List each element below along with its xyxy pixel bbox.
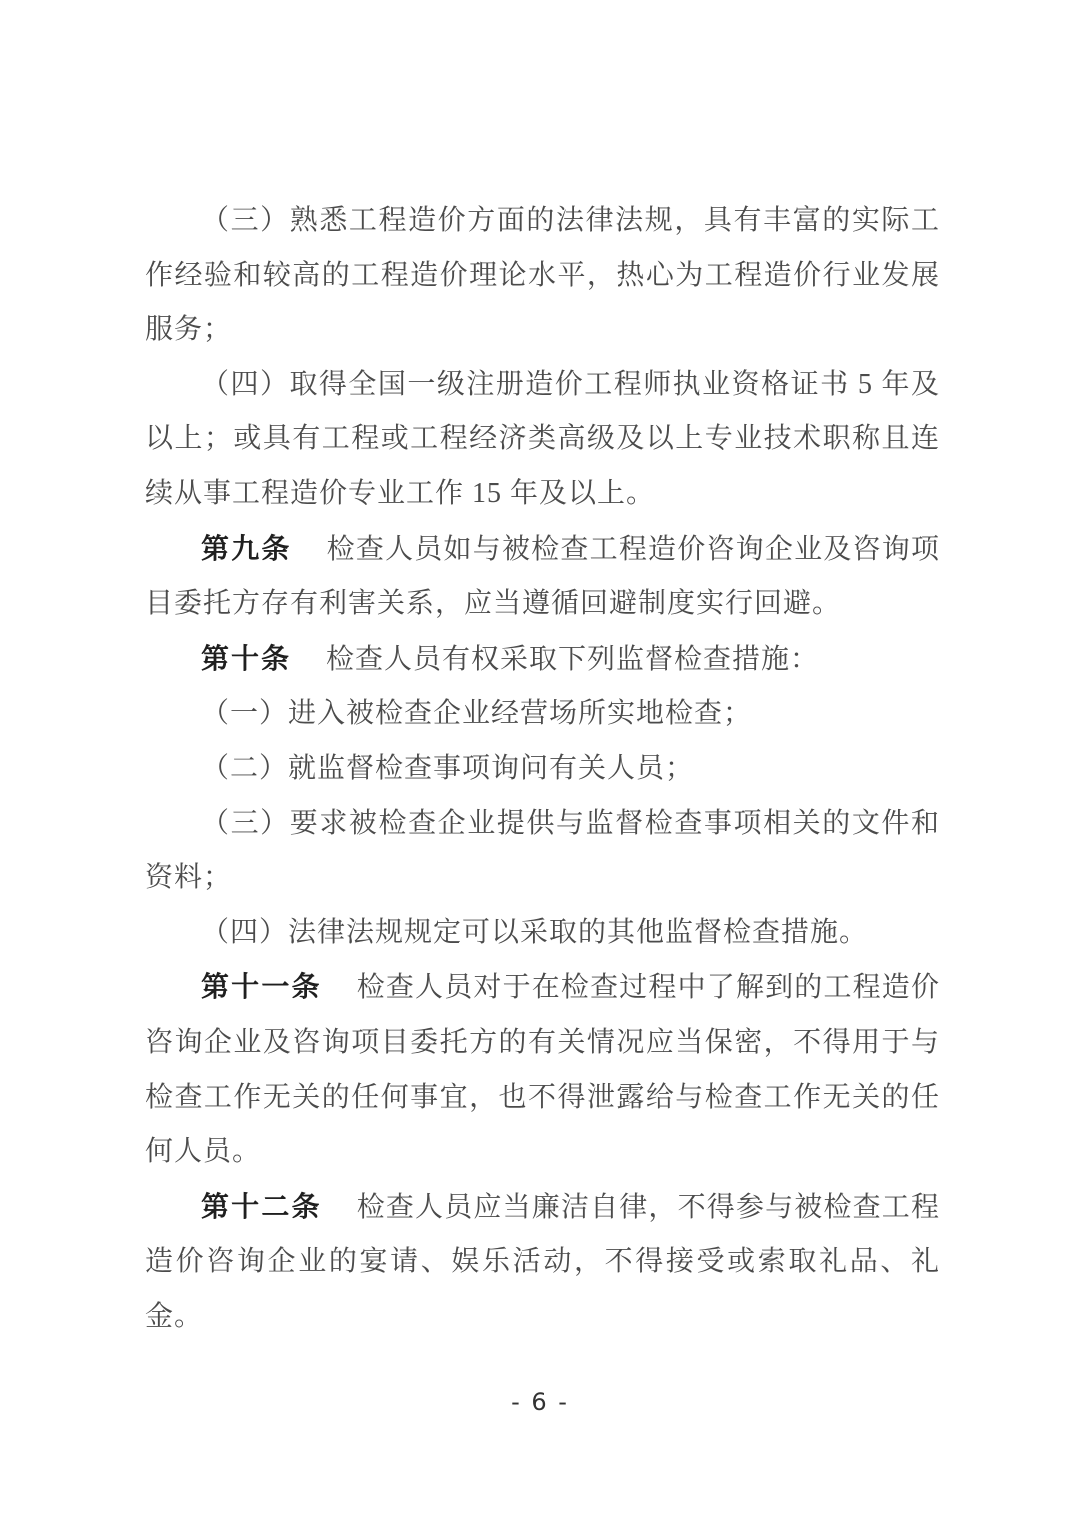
article-number: 第十二条 [201, 1190, 322, 1222]
list-item-paragraph [145, 906, 940, 961]
article-paragraph [145, 632, 940, 688]
paragraph-text: 检查人员对于在检查过程中了解到的工程造价咨询企业及咨询项目委托方的有关情况应当保密，不得用于与检查工作无关的任何事宜，也不得泄露给与检查工作无关的任何人员。 [145, 972, 940, 1168]
article-number: 第十条 [201, 642, 292, 674]
article-paragraph [145, 1180, 940, 1345]
paragraph-text: （四）取得全国一级注册造价工程师执业资格证书 5 年及以上；或具有工程或工程经济类高级及以上专业技术职称且连续从事工程造价专业工作 15 年及以上。 [145, 368, 940, 509]
page-number: - 6 - [511, 1388, 569, 1416]
article-number: 第十一条 [201, 971, 322, 1003]
article-number: 第九条 [201, 532, 292, 564]
article-paragraph [145, 522, 940, 632]
list-item-paragraph [145, 194, 940, 358]
paragraph-text: （四）法律法规规定可以采取的其他监督检查措施。 [201, 916, 869, 948]
paragraph-text: 检查人员有权采取下列监督检查措施： [326, 643, 820, 675]
paragraph-text: （一）进入被检查企业经营场所实地检查； [201, 698, 753, 730]
paragraph-text: 检查人员如与被检查工程造价咨询企业及咨询项目委托方存有利害关系，应当遵循回避制度实行回避。 [145, 533, 940, 620]
paragraph-text: （三）熟悉工程造价方面的法律法规，具有丰富的实际工作经验和较高的工程造价理论水平，热心为工程造价行业发展服务； [145, 205, 940, 346]
list-item-paragraph [145, 358, 940, 522]
paragraph-text: （二）就监督检查事项询问有关人员； [201, 752, 695, 784]
list-item-paragraph [145, 797, 940, 906]
list-item-paragraph [145, 742, 940, 797]
page-footer [0, 1388, 1080, 1416]
list-item-paragraph [145, 687, 940, 742]
document-body [145, 194, 940, 1344]
paragraph-text: 检查人员应当廉洁自律，不得参与被检查工程造价咨询企业的宴请、娱乐活动，不得接受或索取礼品、礼金。 [145, 1191, 940, 1332]
paragraph-text: （三）要求被检查企业提供与监督检查事项相关的文件和资料； [145, 807, 940, 894]
article-paragraph [145, 960, 940, 1179]
